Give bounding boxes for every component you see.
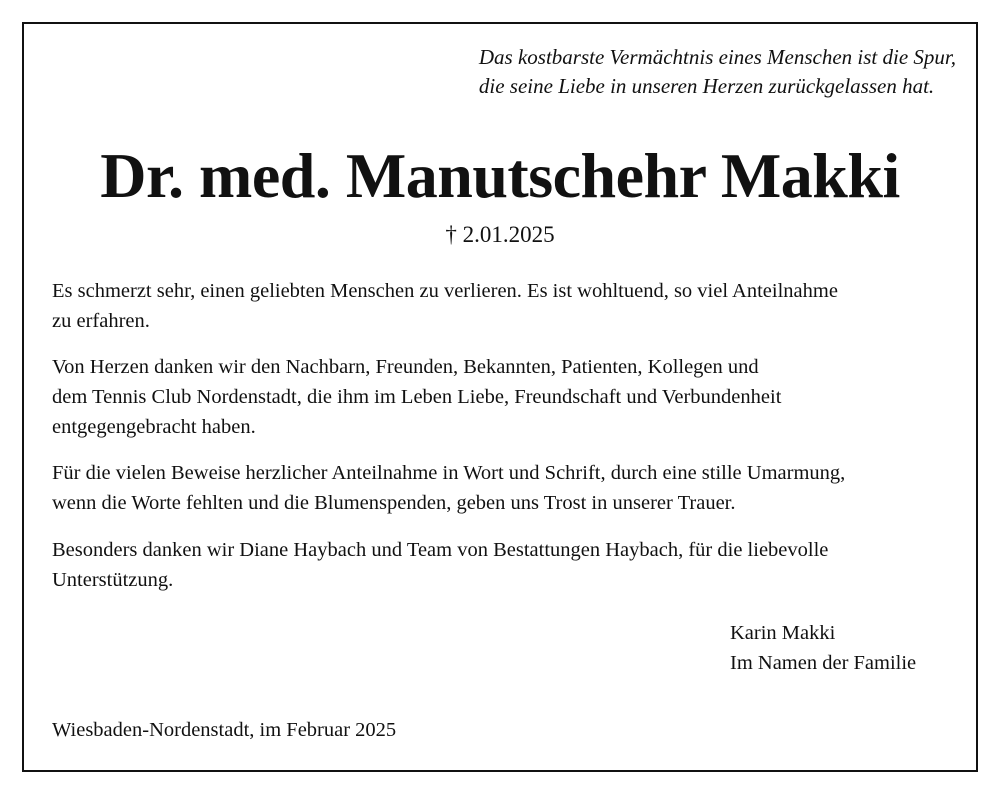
paragraph-line: entgegengebracht haben. (52, 416, 256, 438)
motto-line: Das kostbarste Vermächtnis eines Menschen ist die Spur, (478, 45, 956, 69)
motto-line: die seine Liebe in unseren Herzen zurückgelassen hat. (478, 74, 935, 98)
signature-name: Karin Makki (730, 622, 836, 644)
paragraph-line: zu erfahren. (52, 310, 150, 332)
paragraph-line: Unterstützung. (52, 569, 174, 591)
signature-block (730, 618, 916, 678)
deceased-name: Dr. med. Manutschehr Makki (100, 140, 900, 211)
paragraph (52, 535, 952, 595)
paragraph-line: Besonders danken wir Diane Haybach und Team von Bestattungen Haybach, für die liebevolle (52, 539, 829, 561)
signature-subline: Im Namen der Familie (730, 652, 917, 674)
paragraph-line: Es schmerzt sehr, einen geliebten Menschen zu verlieren. Es ist wohltuend, so viel Anteilnahme (52, 280, 838, 302)
place-date: Wiesbaden-Nordenstadt, im Februar 2025 (52, 719, 397, 741)
paragraph (52, 276, 952, 336)
paragraph-line: Von Herzen danken wir den Nachbarn, Freunden, Bekannten, Patienten, Kollegen und (52, 356, 759, 378)
motto-quote (479, 43, 956, 101)
death-date: † 2.01.2025 (445, 222, 555, 247)
paragraph-line: wenn die Worte fehlten und die Blumenspenden, geben uns Trost in unserer Trauer. (52, 492, 736, 514)
paragraph-line: dem Tennis Club Nordenstadt, die ihm im Leben Liebe, Freundschaft und Verbundenheit (52, 386, 782, 408)
paragraph-line: Für die vielen Beweise herzlicher Anteilnahme in Wort und Schrift, durch eine stille Umarmung, (52, 462, 846, 484)
paragraph (52, 352, 952, 442)
paragraph (52, 458, 952, 518)
